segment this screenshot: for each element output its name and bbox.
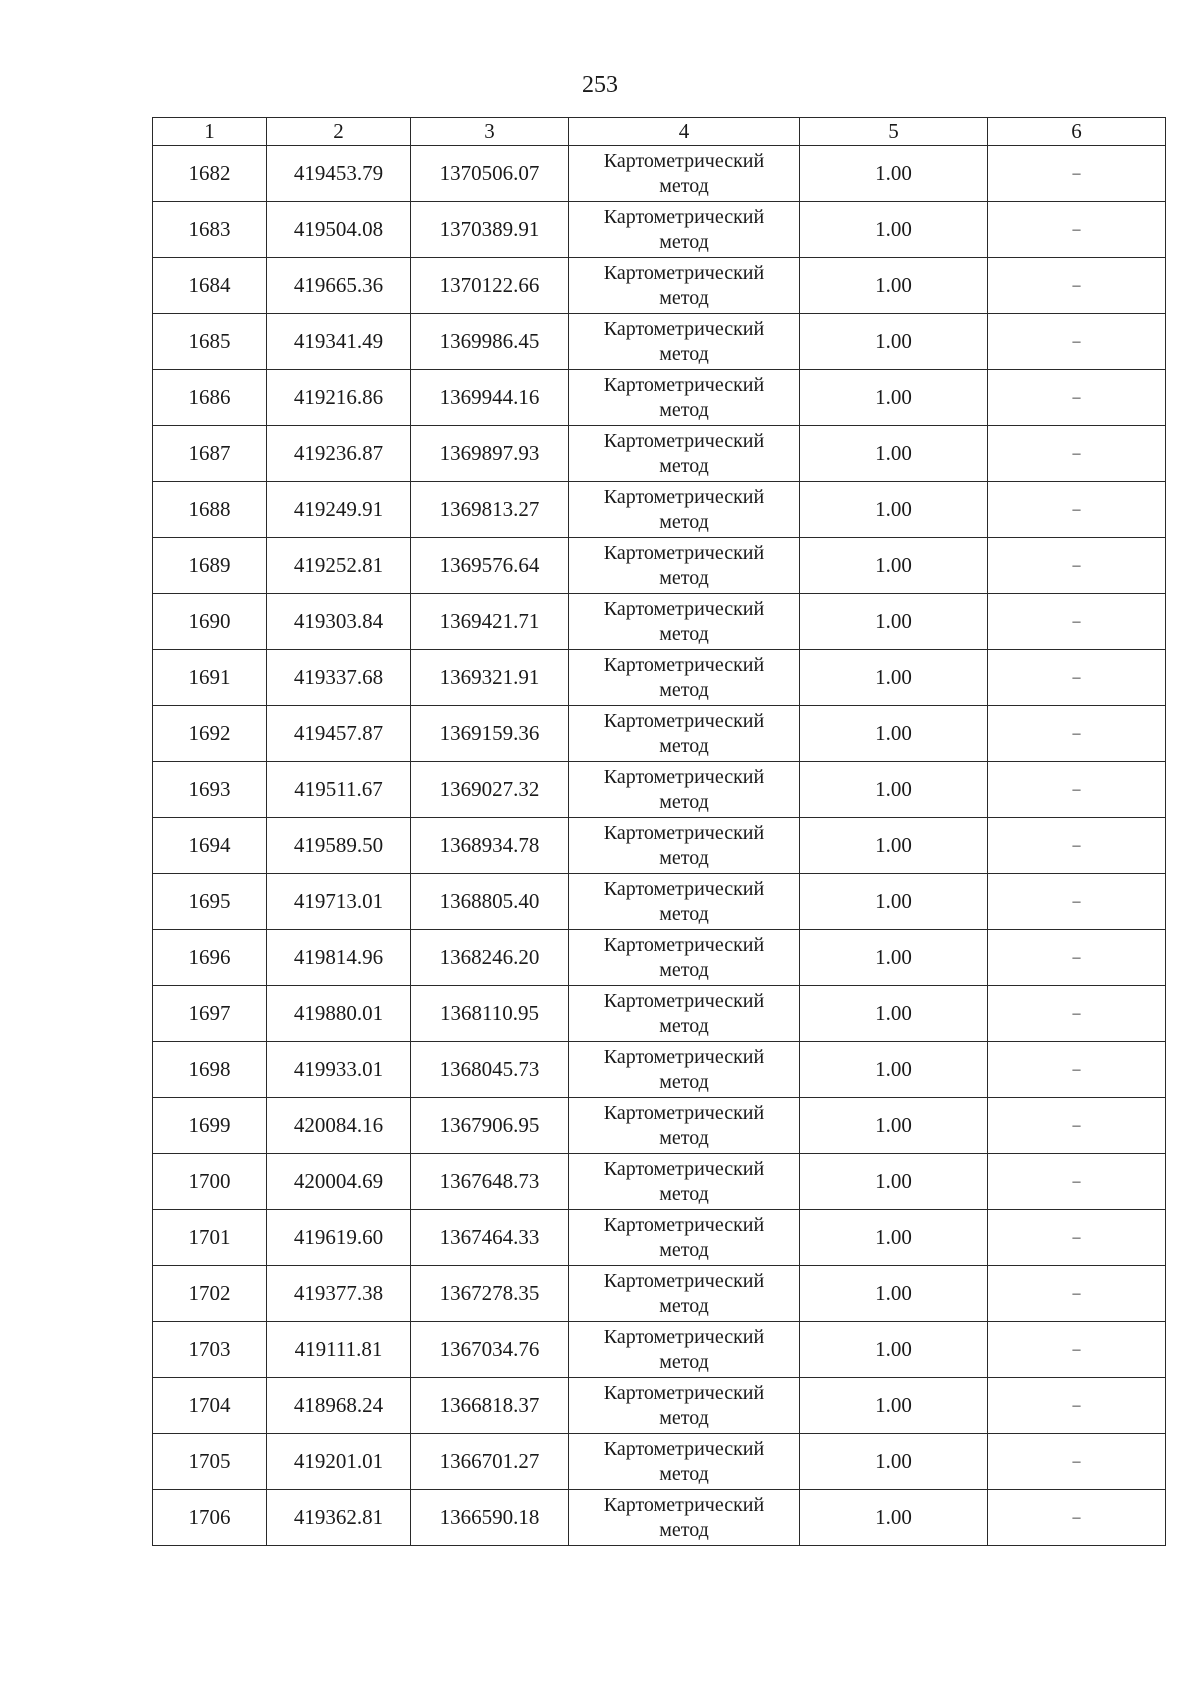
note-cell: –	[988, 426, 1166, 482]
table-row	[153, 258, 1166, 314]
y-coordinate-cell: 1367278.35	[411, 1266, 569, 1322]
method-name-line2: метод	[659, 286, 709, 309]
method-name-line2: метод	[659, 1014, 709, 1037]
y-coordinate-cell: 1367906.95	[411, 1098, 569, 1154]
method-name-line1: Картометрический	[603, 485, 765, 508]
note-cell: –	[988, 146, 1166, 202]
accuracy-cell: 1.00	[800, 986, 988, 1042]
note-cell: –	[988, 1378, 1166, 1434]
page-number: 253	[582, 72, 618, 98]
accuracy-cell: 1.00	[800, 874, 988, 930]
point-number-cell: 1704	[153, 1378, 267, 1434]
x-coordinate-cell: 419453.79	[267, 146, 411, 202]
point-number-cell: 1689	[153, 538, 267, 594]
accuracy-cell: 1.00	[800, 930, 988, 986]
method-cell	[569, 1210, 800, 1266]
x-coordinate-cell: 419933.01	[267, 1042, 411, 1098]
method-cell	[569, 1154, 800, 1210]
method-cell	[569, 146, 800, 202]
accuracy-cell: 1.00	[800, 482, 988, 538]
method-name-line1: Картометрический	[603, 149, 765, 172]
accuracy-cell: 1.00	[800, 202, 988, 258]
table-row	[153, 706, 1166, 762]
accuracy-cell: 1.00	[800, 650, 988, 706]
method-name-line1: Картометрический	[603, 933, 765, 956]
x-coordinate-cell: 420084.16	[267, 1098, 411, 1154]
table-row	[153, 538, 1166, 594]
point-number-cell: 1702	[153, 1266, 267, 1322]
column-header-6: 6	[988, 118, 1166, 146]
y-coordinate-cell: 1368805.40	[411, 874, 569, 930]
accuracy-cell: 1.00	[800, 1154, 988, 1210]
x-coordinate-cell: 419457.87	[267, 706, 411, 762]
method-name-line1: Картометрический	[603, 821, 765, 844]
point-number-cell: 1686	[153, 370, 267, 426]
method-name-line1: Картометрический	[603, 1381, 765, 1404]
method-name-line2: метод	[659, 958, 709, 981]
method-cell	[569, 370, 800, 426]
accuracy-cell: 1.00	[800, 426, 988, 482]
x-coordinate-cell: 419252.81	[267, 538, 411, 594]
method-name-line1: Картометрический	[603, 261, 765, 284]
method-cell	[569, 650, 800, 706]
column-header-2: 2	[267, 118, 411, 146]
method-name-line1: Картометрический	[603, 1437, 765, 1460]
table-row	[153, 1154, 1166, 1210]
accuracy-cell: 1.00	[800, 1322, 988, 1378]
method-cell	[569, 818, 800, 874]
method-cell	[569, 930, 800, 986]
point-number-cell: 1697	[153, 986, 267, 1042]
table-row	[153, 1042, 1166, 1098]
note-cell: –	[988, 706, 1166, 762]
point-number-cell: 1694	[153, 818, 267, 874]
note-cell: –	[988, 314, 1166, 370]
note-cell: –	[988, 1266, 1166, 1322]
x-coordinate-cell: 419201.01	[267, 1434, 411, 1490]
accuracy-cell: 1.00	[800, 314, 988, 370]
accuracy-cell: 1.00	[800, 370, 988, 426]
table-row	[153, 650, 1166, 706]
table-row	[153, 1098, 1166, 1154]
table-row	[153, 818, 1166, 874]
method-name-line2: метод	[659, 1070, 709, 1093]
method-cell	[569, 258, 800, 314]
y-coordinate-cell: 1366590.18	[411, 1490, 569, 1546]
point-number-cell: 1691	[153, 650, 267, 706]
method-name-line1: Картометрический	[603, 429, 765, 452]
method-cell	[569, 482, 800, 538]
point-number-cell: 1695	[153, 874, 267, 930]
x-coordinate-cell: 419341.49	[267, 314, 411, 370]
x-coordinate-cell: 419303.84	[267, 594, 411, 650]
note-cell: –	[988, 986, 1166, 1042]
note-cell: –	[988, 482, 1166, 538]
method-cell	[569, 314, 800, 370]
method-name-line2: метод	[659, 846, 709, 869]
method-cell	[569, 706, 800, 762]
y-coordinate-cell: 1369321.91	[411, 650, 569, 706]
column-header-1: 1	[153, 118, 267, 146]
method-cell	[569, 874, 800, 930]
x-coordinate-cell: 419377.38	[267, 1266, 411, 1322]
y-coordinate-cell: 1367648.73	[411, 1154, 569, 1210]
accuracy-cell: 1.00	[800, 1378, 988, 1434]
accuracy-cell: 1.00	[800, 1098, 988, 1154]
method-name-line2: метод	[659, 174, 709, 197]
method-cell	[569, 1098, 800, 1154]
y-coordinate-cell: 1368934.78	[411, 818, 569, 874]
point-number-cell: 1693	[153, 762, 267, 818]
method-name-line1: Картометрический	[603, 709, 765, 732]
x-coordinate-cell: 418968.24	[267, 1378, 411, 1434]
method-name-line2: метод	[659, 1294, 709, 1317]
point-number-cell: 1683	[153, 202, 267, 258]
method-name-line2: метод	[659, 1350, 709, 1373]
accuracy-cell: 1.00	[800, 1266, 988, 1322]
accuracy-cell: 1.00	[800, 538, 988, 594]
x-coordinate-cell: 419619.60	[267, 1210, 411, 1266]
note-cell: –	[988, 1322, 1166, 1378]
method-name-line1: Картометрический	[603, 1325, 765, 1348]
method-cell	[569, 1322, 800, 1378]
table-row	[153, 202, 1166, 258]
table-row	[153, 986, 1166, 1042]
note-cell: –	[988, 1154, 1166, 1210]
x-coordinate-cell: 419511.67	[267, 762, 411, 818]
x-coordinate-cell: 420004.69	[267, 1154, 411, 1210]
accuracy-cell: 1.00	[800, 594, 988, 650]
method-cell	[569, 202, 800, 258]
note-cell: –	[988, 930, 1166, 986]
note-cell: –	[988, 370, 1166, 426]
method-name-line2: метод	[659, 230, 709, 253]
point-number-cell: 1688	[153, 482, 267, 538]
method-name-line2: метод	[659, 510, 709, 533]
method-name-line1: Картометрический	[603, 597, 765, 620]
method-name-line1: Картометрический	[603, 1269, 765, 1292]
y-coordinate-cell: 1367464.33	[411, 1210, 569, 1266]
x-coordinate-cell: 419362.81	[267, 1490, 411, 1546]
point-number-cell: 1706	[153, 1490, 267, 1546]
method-name-line1: Картометрический	[603, 205, 765, 228]
point-number-cell: 1699	[153, 1098, 267, 1154]
y-coordinate-cell: 1370506.07	[411, 146, 569, 202]
accuracy-cell: 1.00	[800, 258, 988, 314]
method-name-line1: Картометрический	[603, 1045, 765, 1068]
column-header-3: 3	[411, 118, 569, 146]
accuracy-cell: 1.00	[800, 706, 988, 762]
method-name-line2: метод	[659, 678, 709, 701]
method-cell	[569, 594, 800, 650]
method-name-line2: метод	[659, 566, 709, 589]
x-coordinate-cell: 419111.81	[267, 1322, 411, 1378]
column-header-4: 4	[569, 118, 800, 146]
note-cell: –	[988, 874, 1166, 930]
note-cell: –	[988, 202, 1166, 258]
point-number-cell: 1703	[153, 1322, 267, 1378]
table-row	[153, 1322, 1166, 1378]
table-row	[153, 1490, 1166, 1546]
table-row	[153, 426, 1166, 482]
y-coordinate-cell: 1370122.66	[411, 258, 569, 314]
note-cell: –	[988, 1042, 1166, 1098]
point-number-cell: 1684	[153, 258, 267, 314]
point-number-cell: 1696	[153, 930, 267, 986]
accuracy-cell: 1.00	[800, 1490, 988, 1546]
header-row	[153, 118, 1166, 146]
note-cell: –	[988, 538, 1166, 594]
table-body	[153, 146, 1166, 1546]
method-name-line2: метод	[659, 1126, 709, 1149]
y-coordinate-cell: 1369576.64	[411, 538, 569, 594]
note-cell: –	[988, 1434, 1166, 1490]
y-coordinate-cell: 1369944.16	[411, 370, 569, 426]
method-name-line1: Картометрический	[603, 373, 765, 396]
method-name-line2: метод	[659, 1518, 709, 1541]
method-name-line1: Картометрический	[603, 989, 765, 1012]
table-row	[153, 594, 1166, 650]
method-name-line1: Картометрический	[603, 877, 765, 900]
y-coordinate-cell: 1368246.20	[411, 930, 569, 986]
method-name-line2: метод	[659, 342, 709, 365]
note-cell: –	[988, 1490, 1166, 1546]
x-coordinate-cell: 419249.91	[267, 482, 411, 538]
table-row	[153, 1210, 1166, 1266]
x-coordinate-cell: 419589.50	[267, 818, 411, 874]
x-coordinate-cell: 419880.01	[267, 986, 411, 1042]
y-coordinate-cell: 1366701.27	[411, 1434, 569, 1490]
accuracy-cell: 1.00	[800, 1042, 988, 1098]
x-coordinate-cell: 419504.08	[267, 202, 411, 258]
y-coordinate-cell: 1369986.45	[411, 314, 569, 370]
point-number-cell: 1690	[153, 594, 267, 650]
method-name-line1: Картометрический	[603, 1157, 765, 1180]
method-name-line2: метод	[659, 1182, 709, 1205]
method-name-line1: Картометрический	[603, 1493, 765, 1516]
table-header	[153, 118, 1166, 146]
method-name-line1: Картометрический	[603, 541, 765, 564]
method-cell	[569, 986, 800, 1042]
accuracy-cell: 1.00	[800, 818, 988, 874]
method-name-line2: метод	[659, 454, 709, 477]
point-number-cell: 1687	[153, 426, 267, 482]
method-cell	[569, 1490, 800, 1546]
table-row	[153, 314, 1166, 370]
method-name-line1: Картометрический	[603, 765, 765, 788]
y-coordinate-cell: 1369813.27	[411, 482, 569, 538]
point-number-cell: 1685	[153, 314, 267, 370]
y-coordinate-cell: 1370389.91	[411, 202, 569, 258]
method-name-line1: Картометрический	[603, 1101, 765, 1124]
column-header-5: 5	[800, 118, 988, 146]
table-row	[153, 1378, 1166, 1434]
accuracy-cell: 1.00	[800, 146, 988, 202]
method-cell	[569, 1378, 800, 1434]
point-number-cell: 1698	[153, 1042, 267, 1098]
note-cell: –	[988, 258, 1166, 314]
y-coordinate-cell: 1369421.71	[411, 594, 569, 650]
accuracy-cell: 1.00	[800, 762, 988, 818]
y-coordinate-cell: 1368110.95	[411, 986, 569, 1042]
point-number-cell: 1692	[153, 706, 267, 762]
note-cell: –	[988, 594, 1166, 650]
method-cell	[569, 762, 800, 818]
method-name-line2: метод	[659, 902, 709, 925]
accuracy-cell: 1.00	[800, 1434, 988, 1490]
method-cell	[569, 426, 800, 482]
method-name-line2: метод	[659, 1238, 709, 1261]
coordinates-table	[152, 117, 1166, 1546]
x-coordinate-cell: 419814.96	[267, 930, 411, 986]
method-name-line1: Картометрический	[603, 317, 765, 340]
method-name-line2: метод	[659, 398, 709, 421]
method-cell	[569, 1042, 800, 1098]
table-row	[153, 146, 1166, 202]
accuracy-cell: 1.00	[800, 1210, 988, 1266]
table-row	[153, 1266, 1166, 1322]
y-coordinate-cell: 1366818.37	[411, 1378, 569, 1434]
y-coordinate-cell: 1369159.36	[411, 706, 569, 762]
table-row	[153, 1434, 1166, 1490]
x-coordinate-cell: 419665.36	[267, 258, 411, 314]
x-coordinate-cell: 419216.86	[267, 370, 411, 426]
table-row	[153, 930, 1166, 986]
table-row	[153, 482, 1166, 538]
method-name-line2: метод	[659, 790, 709, 813]
point-number-cell: 1701	[153, 1210, 267, 1266]
method-name-line2: метод	[659, 734, 709, 757]
y-coordinate-cell: 1367034.76	[411, 1322, 569, 1378]
point-number-cell: 1682	[153, 146, 267, 202]
method-name-line2: метод	[659, 622, 709, 645]
method-cell	[569, 1434, 800, 1490]
point-number-cell: 1700	[153, 1154, 267, 1210]
note-cell: –	[988, 1098, 1166, 1154]
note-cell: –	[988, 650, 1166, 706]
method-cell	[569, 1266, 800, 1322]
y-coordinate-cell: 1369027.32	[411, 762, 569, 818]
note-cell: –	[988, 1210, 1166, 1266]
method-name-line1: Картометрический	[603, 1213, 765, 1236]
note-cell: –	[988, 762, 1166, 818]
method-name-line2: метод	[659, 1462, 709, 1485]
x-coordinate-cell: 419236.87	[267, 426, 411, 482]
table-row	[153, 762, 1166, 818]
table-row	[153, 874, 1166, 930]
table-row	[153, 370, 1166, 426]
x-coordinate-cell: 419713.01	[267, 874, 411, 930]
method-name-line2: метод	[659, 1406, 709, 1429]
note-cell: –	[988, 818, 1166, 874]
y-coordinate-cell: 1369897.93	[411, 426, 569, 482]
point-number-cell: 1705	[153, 1434, 267, 1490]
method-cell	[569, 538, 800, 594]
x-coordinate-cell: 419337.68	[267, 650, 411, 706]
method-name-line1: Картометрический	[603, 653, 765, 676]
y-coordinate-cell: 1368045.73	[411, 1042, 569, 1098]
